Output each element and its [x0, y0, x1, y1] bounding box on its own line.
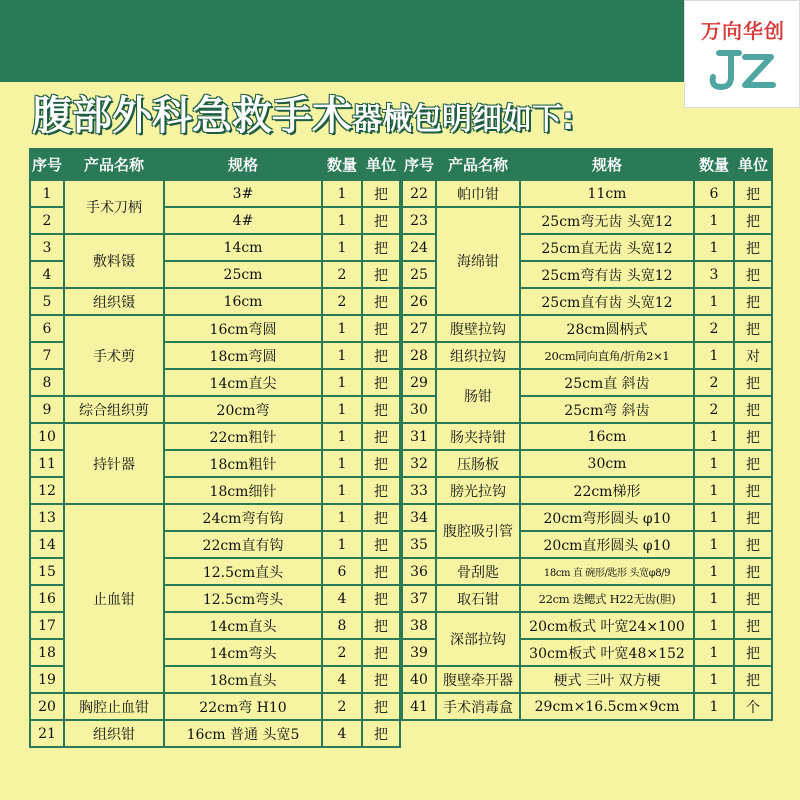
product-spec: 3# [164, 180, 322, 207]
product-name: 手术刀柄 [64, 180, 164, 234]
product-qty: 2 [322, 693, 362, 720]
col-header-no: 序号 [30, 149, 64, 180]
product-spec: 20cm弯形圆头 φ10 [520, 504, 694, 531]
product-unit: 把 [734, 531, 772, 558]
product-unit: 把 [734, 477, 772, 504]
instrument-table-right [401, 148, 773, 721]
product-qty: 1 [694, 450, 734, 477]
product-spec: 梗式 三叶 双方梗 [520, 666, 694, 693]
product-spec: 25cm弯无齿 头宽12 [520, 207, 694, 234]
product-qty: 2 [694, 315, 734, 342]
product-spec: 29cm×16.5cm×9cm [520, 693, 694, 720]
product-qty: 1 [322, 342, 362, 369]
table-row [30, 720, 400, 747]
row-number: 36 [402, 558, 436, 585]
product-unit: 把 [362, 612, 400, 639]
product-name: 海绵钳 [436, 207, 520, 315]
product-spec: 25cm直无齿 头宽12 [520, 234, 694, 261]
row-number: 12 [30, 477, 64, 504]
row-number: 10 [30, 423, 64, 450]
product-qty: 1 [694, 423, 734, 450]
product-qty: 1 [694, 342, 734, 369]
product-name: 腹壁牵开器 [436, 666, 520, 693]
product-spec: 14cm [164, 234, 322, 261]
product-unit: 把 [362, 342, 400, 369]
product-unit: 把 [362, 666, 400, 693]
row-number: 13 [30, 504, 64, 531]
product-unit: 把 [734, 666, 772, 693]
table-row [30, 423, 400, 450]
product-name: 手术消毒盒 [436, 693, 520, 720]
product-spec: 20cm弯 [164, 396, 322, 423]
row-number: 14 [30, 531, 64, 558]
product-spec: 25cm直有齿 头宽12 [520, 288, 694, 315]
product-spec: 18cm细针 [164, 477, 322, 504]
product-spec: 25cm弯 斜齿 [520, 396, 694, 423]
row-number: 2 [30, 207, 64, 234]
product-qty: 4 [322, 585, 362, 612]
row-number: 8 [30, 369, 64, 396]
product-unit: 把 [734, 369, 772, 396]
table-row [402, 342, 772, 369]
row-number: 27 [402, 315, 436, 342]
row-number: 25 [402, 261, 436, 288]
product-name: 腹腔吸引管 [436, 504, 520, 558]
product-unit: 把 [362, 504, 400, 531]
row-number: 15 [30, 558, 64, 585]
product-spec: 22cm弯 H10 [164, 693, 322, 720]
table-row [402, 693, 772, 720]
product-qty: 1 [694, 504, 734, 531]
product-spec: 14cm直头 [164, 612, 322, 639]
product-unit: 把 [734, 207, 772, 234]
row-number: 18 [30, 639, 64, 666]
product-qty: 1 [322, 423, 362, 450]
product-unit: 把 [734, 288, 772, 315]
product-qty: 1 [694, 639, 734, 666]
product-name: 组织镊 [64, 288, 164, 315]
product-unit: 把 [362, 288, 400, 315]
product-spec: 16cm 普通 头宽5 [164, 720, 322, 747]
product-qty: 1 [694, 207, 734, 234]
product-unit: 把 [362, 720, 400, 747]
table-row [30, 234, 400, 261]
product-unit: 把 [734, 261, 772, 288]
table-header-row [30, 149, 400, 180]
col-header-qty: 数量 [694, 149, 734, 180]
table-header-row [402, 149, 772, 180]
product-name: 膀光拉钩 [436, 477, 520, 504]
table-row [30, 693, 400, 720]
row-number: 31 [402, 423, 436, 450]
product-unit: 把 [734, 423, 772, 450]
product-name: 手术剪 [64, 315, 164, 396]
row-number: 11 [30, 450, 64, 477]
brand-logo [684, 0, 800, 108]
product-unit: 把 [362, 558, 400, 585]
product-unit: 把 [362, 369, 400, 396]
product-spec: 28cm圆柄式 [520, 315, 694, 342]
col-header-spec: 规格 [164, 149, 322, 180]
table-row [402, 666, 772, 693]
row-number: 1 [30, 180, 64, 207]
table-row [402, 369, 772, 396]
product-qty: 1 [694, 531, 734, 558]
product-name: 综合组织剪 [64, 396, 164, 423]
row-number: 26 [402, 288, 436, 315]
row-number: 19 [30, 666, 64, 693]
product-unit: 把 [362, 531, 400, 558]
table-row [30, 288, 400, 315]
product-spec: 20cm同向直角/折角2×1 [520, 342, 694, 369]
table-row [402, 180, 772, 207]
row-number: 29 [402, 369, 436, 396]
product-name: 组织钳 [64, 720, 164, 747]
product-unit: 把 [362, 585, 400, 612]
product-spec: 20cm板式 叶宽24×100 [520, 612, 694, 639]
table-row [402, 423, 772, 450]
table-row [402, 612, 772, 639]
row-number: 32 [402, 450, 436, 477]
row-number: 9 [30, 396, 64, 423]
product-qty: 1 [322, 504, 362, 531]
table-row [402, 504, 772, 531]
row-number: 33 [402, 477, 436, 504]
product-qty: 1 [694, 477, 734, 504]
product-spec: 4# [164, 207, 322, 234]
title-rest: 器械包明细如下: [352, 102, 574, 137]
page-title [32, 84, 574, 144]
product-qty: 8 [322, 612, 362, 639]
product-name: 持针器 [64, 423, 164, 504]
product-qty: 1 [322, 234, 362, 261]
product-qty: 1 [322, 396, 362, 423]
product-spec: 30cm板式 叶宽48×152 [520, 639, 694, 666]
product-qty: 2 [694, 396, 734, 423]
product-unit: 把 [734, 585, 772, 612]
product-qty: 1 [694, 585, 734, 612]
table-row [402, 207, 772, 234]
row-number: 35 [402, 531, 436, 558]
product-unit: 个 [734, 693, 772, 720]
product-spec: 14cm弯头 [164, 639, 322, 666]
product-name: 肠钳 [436, 369, 520, 423]
product-qty: 1 [322, 180, 362, 207]
row-number: 20 [30, 693, 64, 720]
product-qty: 3 [694, 261, 734, 288]
product-unit: 把 [734, 315, 772, 342]
row-number: 24 [402, 234, 436, 261]
table-row [30, 396, 400, 423]
product-unit: 把 [734, 612, 772, 639]
product-spec: 18cm直头 [164, 666, 322, 693]
col-header-name: 产品名称 [64, 149, 164, 180]
product-qty: 4 [322, 720, 362, 747]
product-unit: 把 [362, 396, 400, 423]
brand-name: 万向华创 [701, 19, 785, 43]
product-qty: 2 [322, 639, 362, 666]
table-row [402, 450, 772, 477]
product-spec: 11cm [520, 180, 694, 207]
row-number: 22 [402, 180, 436, 207]
product-qty: 2 [322, 261, 362, 288]
product-name: 敷料镊 [64, 234, 164, 288]
product-unit: 把 [734, 396, 772, 423]
row-number: 40 [402, 666, 436, 693]
product-name: 胸腔止血钳 [64, 693, 164, 720]
title-main: 腹部外科急救手术 [32, 93, 352, 139]
product-qty: 1 [322, 477, 362, 504]
row-number: 3 [30, 234, 64, 261]
product-unit: 把 [362, 423, 400, 450]
product-unit: 把 [362, 477, 400, 504]
table-row [30, 180, 400, 207]
row-number: 34 [402, 504, 436, 531]
product-name: 深部拉钩 [436, 612, 520, 666]
product-qty: 1 [322, 450, 362, 477]
product-name: 肠夹持钳 [436, 423, 520, 450]
row-number: 41 [402, 693, 436, 720]
product-spec: 24cm弯有钩 [164, 504, 322, 531]
row-number: 5 [30, 288, 64, 315]
product-qty: 1 [322, 531, 362, 558]
product-spec: 22cm梯形 [520, 477, 694, 504]
product-spec: 16cm [164, 288, 322, 315]
product-unit: 把 [734, 558, 772, 585]
product-qty: 1 [322, 207, 362, 234]
product-spec: 12.5cm弯头 [164, 585, 322, 612]
row-number: 30 [402, 396, 436, 423]
row-number: 21 [30, 720, 64, 747]
col-header-name: 产品名称 [436, 149, 520, 180]
product-spec: 16cm [520, 423, 694, 450]
product-spec: 18cm 直 碗形/匙形 头宽φ8/9 [520, 558, 694, 585]
product-unit: 把 [362, 207, 400, 234]
row-number: 39 [402, 639, 436, 666]
product-qty: 1 [694, 234, 734, 261]
product-qty: 1 [694, 693, 734, 720]
instrument-table-left [29, 148, 401, 748]
product-name: 止血钳 [64, 504, 164, 693]
row-number: 23 [402, 207, 436, 234]
product-unit: 把 [734, 180, 772, 207]
product-name: 压肠板 [436, 450, 520, 477]
product-qty: 2 [322, 288, 362, 315]
product-qty: 4 [322, 666, 362, 693]
product-qty: 1 [694, 666, 734, 693]
product-qty: 1 [322, 315, 362, 342]
product-qty: 6 [322, 558, 362, 585]
product-name: 组织拉钩 [436, 342, 520, 369]
product-unit: 对 [734, 342, 772, 369]
row-number: 17 [30, 612, 64, 639]
table-row [402, 315, 772, 342]
table-row [30, 504, 400, 531]
product-spec: 25cm [164, 261, 322, 288]
col-header-unit: 单位 [362, 149, 400, 180]
product-name: 腹壁拉钩 [436, 315, 520, 342]
product-unit: 把 [362, 450, 400, 477]
product-spec: 22cm粗针 [164, 423, 322, 450]
product-qty: 2 [694, 369, 734, 396]
product-name: 帕巾钳 [436, 180, 520, 207]
product-spec: 18cm弯圆 [164, 342, 322, 369]
row-number: 28 [402, 342, 436, 369]
row-number: 37 [402, 585, 436, 612]
product-unit: 把 [362, 234, 400, 261]
row-number: 16 [30, 585, 64, 612]
col-header-no: 序号 [402, 149, 436, 180]
product-unit: 把 [734, 450, 772, 477]
product-unit: 把 [362, 261, 400, 288]
product-qty: 1 [322, 369, 362, 396]
table-row [402, 477, 772, 504]
product-name: 骨刮匙 [436, 558, 520, 585]
product-spec: 22cm直有钩 [164, 531, 322, 558]
row-number: 7 [30, 342, 64, 369]
row-number: 4 [30, 261, 64, 288]
product-spec: 25cm弯有齿 头宽12 [520, 261, 694, 288]
col-header-spec: 规格 [520, 149, 694, 180]
product-unit: 把 [362, 693, 400, 720]
product-qty: 1 [694, 288, 734, 315]
col-header-qty: 数量 [322, 149, 362, 180]
brand-jz-mark-icon [705, 47, 781, 93]
product-spec: 25cm直 斜齿 [520, 369, 694, 396]
product-unit: 把 [734, 639, 772, 666]
header-divider [0, 72, 800, 82]
product-spec: 20cm直形圆头 φ10 [520, 531, 694, 558]
product-qty: 1 [694, 558, 734, 585]
product-spec: 16cm弯圆 [164, 315, 322, 342]
row-number: 38 [402, 612, 436, 639]
product-unit: 把 [734, 504, 772, 531]
row-number: 6 [30, 315, 64, 342]
product-name: 取石钳 [436, 585, 520, 612]
product-spec: 12.5cm直头 [164, 558, 322, 585]
table-row [402, 558, 772, 585]
product-spec: 14cm直尖 [164, 369, 322, 396]
product-spec: 30cm [520, 450, 694, 477]
product-unit: 把 [362, 180, 400, 207]
product-qty: 6 [694, 180, 734, 207]
product-unit: 把 [362, 315, 400, 342]
product-unit: 把 [734, 234, 772, 261]
product-unit: 把 [362, 639, 400, 666]
product-qty: 1 [694, 612, 734, 639]
table-row [402, 585, 772, 612]
table-row [30, 315, 400, 342]
col-header-unit: 单位 [734, 149, 772, 180]
product-spec: 18cm粗针 [164, 450, 322, 477]
product-spec: 22cm 迭鳃式 H22无齿(胆) [520, 585, 694, 612]
